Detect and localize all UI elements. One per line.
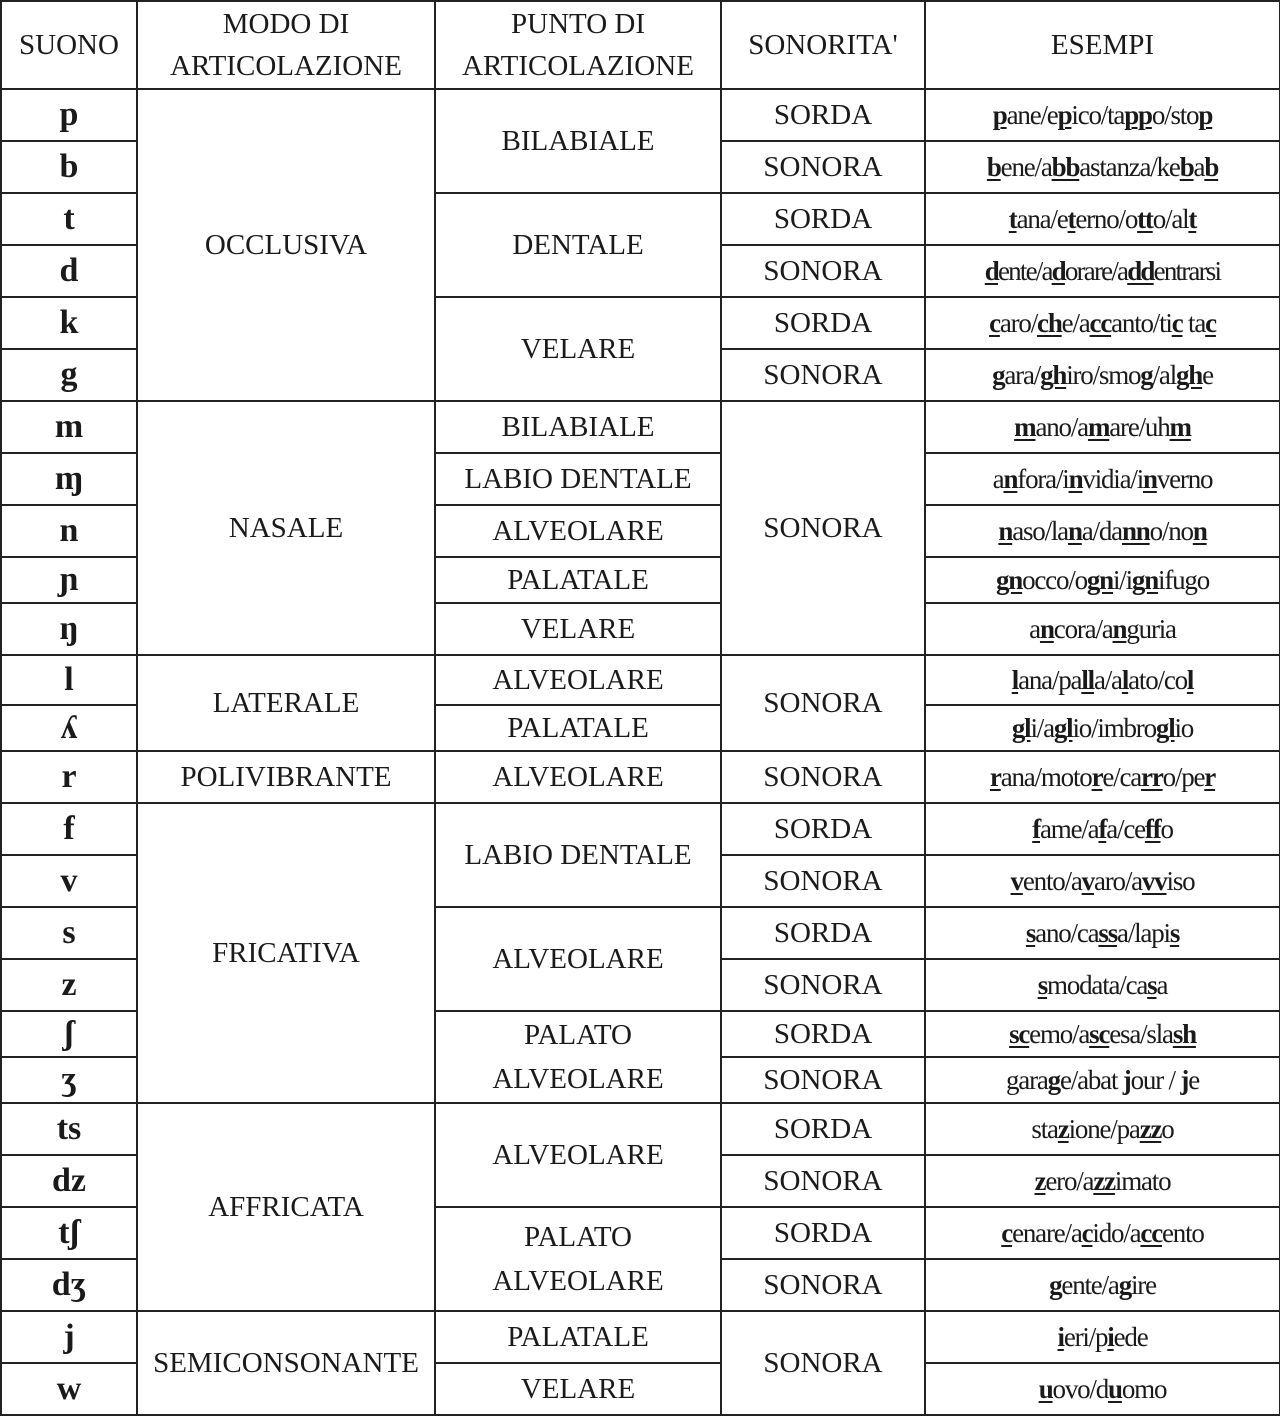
example-text: ido/a — [1092, 1217, 1141, 1248]
examples-cell — [925, 141, 1280, 193]
voicing-cell: SORDA — [721, 1011, 925, 1057]
example-text: ento — [1162, 1217, 1204, 1248]
highlighted-letters: s — [1037, 969, 1048, 1000]
example-text: ane/e — [1006, 99, 1058, 130]
examples-cell — [925, 1057, 1280, 1103]
example-text: e/a — [1061, 307, 1090, 338]
example-text: ano/ca — [1035, 917, 1099, 948]
voicing-cell: SORDA — [721, 907, 925, 959]
example-text: aro/a — [1093, 865, 1142, 896]
example-text: e — [1202, 359, 1213, 390]
example-text: cora/a — [1053, 613, 1113, 644]
highlighted-letters: nn — [1121, 515, 1150, 546]
voicing-cell: SORDA — [721, 1207, 925, 1259]
highlighted-letters: z — [1034, 1165, 1046, 1196]
highlighted-letters: b — [1204, 151, 1219, 182]
highlighted-letters: j — [1122, 1064, 1131, 1095]
place-cell: PALATO ALVEOLARE — [435, 1011, 721, 1103]
example-text: guria — [1126, 613, 1176, 644]
examples-cell — [925, 907, 1280, 959]
highlighted-letters: sc — [1089, 1018, 1110, 1049]
highlighted-letters: g — [992, 359, 1005, 390]
example-text: i/i — [1113, 564, 1132, 595]
voicing-cell: SONORA — [721, 141, 925, 193]
manner-cell: SEMICONSONANTE — [137, 1311, 435, 1415]
examples-cell — [925, 855, 1280, 907]
sound-cell: r — [1, 751, 137, 803]
example-text: emo/a — [1029, 1018, 1090, 1049]
example-text: ione/pa — [1068, 1113, 1140, 1144]
example-text: ento/a — [1022, 865, 1082, 896]
highlighted-letters: l — [1186, 664, 1194, 695]
place-cell: ALVEOLARE — [435, 505, 721, 557]
highlighted-letters: gh — [1176, 359, 1203, 390]
example-text: occo/o — [1022, 564, 1087, 595]
voicing-cell: SONORA — [721, 959, 925, 1011]
table-row — [1, 803, 1280, 855]
sound-cell: ɱ — [1, 453, 137, 505]
example-text: ta — [1182, 307, 1206, 338]
highlighted-letters: dd — [1127, 255, 1154, 286]
example-text: ana/moto — [1000, 761, 1092, 792]
examples-cell — [925, 1011, 1280, 1057]
voicing-cell: SONORA — [721, 349, 925, 401]
examples-cell — [925, 1155, 1280, 1207]
examples-cell — [925, 453, 1280, 505]
header-row — [1, 1, 1280, 89]
example-text: i/a — [1030, 712, 1054, 743]
example-text: verno — [1156, 463, 1213, 494]
highlighted-letters: g — [1140, 359, 1153, 390]
example-text: a — [1029, 613, 1040, 644]
example-text: vidia/i — [1082, 463, 1143, 494]
highlighted-letters: s — [1169, 917, 1180, 948]
table-row — [1, 89, 1280, 141]
example-text: io — [1174, 712, 1194, 743]
examples-cell — [925, 89, 1280, 141]
highlighted-letters: bb — [1051, 151, 1080, 182]
highlighted-letters: c — [1205, 307, 1216, 338]
voicing-cell: SORDA — [721, 89, 925, 141]
example-text: aso/la — [1012, 515, 1068, 546]
highlighted-letters: n — [1192, 515, 1207, 546]
highlighted-letters: n — [1039, 613, 1054, 644]
highlighted-letters: m — [1014, 411, 1036, 442]
example-text: ame/a — [1039, 813, 1099, 844]
place-cell: ALVEOLARE — [435, 1103, 721, 1207]
highlighted-letters: c — [1081, 1217, 1093, 1248]
examples-cell — [925, 803, 1280, 855]
table-row — [1, 1103, 1280, 1155]
manner-cell: NASALE — [137, 401, 435, 655]
sound-cell: v — [1, 855, 137, 907]
highlighted-letters: n — [1112, 613, 1127, 644]
highlighted-letters: rr — [1141, 761, 1163, 792]
voicing-cell: SONORA — [721, 1057, 925, 1103]
example-text: aro/ — [999, 307, 1038, 338]
highlighted-letters: f — [1098, 813, 1107, 844]
examples-cell — [925, 655, 1280, 705]
highlighted-letters: l — [1011, 664, 1019, 695]
highlighted-letters: b — [1179, 151, 1194, 182]
voicing-cell: SONORA — [721, 401, 925, 655]
highlighted-letters: sh — [1172, 1018, 1196, 1049]
place-cell: VELARE — [435, 297, 721, 401]
highlighted-letters: n — [1143, 463, 1157, 494]
header-manner: MODO DI ARTICOLAZIONE — [137, 1, 435, 89]
example-text: ovo/d — [1052, 1373, 1109, 1404]
sound-cell: tʃ — [1, 1207, 137, 1259]
examples-cell — [925, 1103, 1280, 1155]
example-text: e — [1188, 1064, 1199, 1095]
highlighted-letters: t — [1008, 203, 1017, 234]
sound-cell: j — [1, 1311, 137, 1363]
example-text: astanza/ke — [1079, 151, 1180, 182]
example-text: a/da — [1081, 515, 1122, 546]
sound-cell: t — [1, 193, 137, 245]
voicing-cell: SONORA — [721, 1311, 925, 1415]
sound-cell: ʎ — [1, 705, 137, 751]
highlighted-letters: n — [1068, 463, 1083, 494]
highlighted-letters: t — [1188, 203, 1197, 234]
example-text: a — [1193, 151, 1205, 182]
example-text: omo — [1121, 1373, 1167, 1404]
example-text: o/al — [1152, 203, 1189, 234]
sound-cell: s — [1, 907, 137, 959]
sound-cell: l — [1, 655, 137, 705]
highlighted-letters: gn — [1086, 564, 1113, 595]
highlighted-letters: t — [1067, 203, 1076, 234]
highlighted-letters: s — [1147, 969, 1157, 1000]
examples-cell — [925, 193, 1280, 245]
place-cell: LABIO DENTALE — [435, 803, 721, 907]
example-text: ana/pa — [1018, 664, 1082, 695]
header-place: PUNTO DI ARTICOLAZIONE — [435, 1, 721, 89]
place-cell: VELARE — [435, 603, 721, 655]
sound-cell: f — [1, 803, 137, 855]
example-text: ire — [1131, 1269, 1156, 1300]
highlighted-letters: n — [998, 515, 1013, 546]
highlighted-letters: i — [1107, 1321, 1114, 1352]
example-text: a — [1156, 969, 1168, 1000]
table-row — [1, 655, 1280, 705]
sound-cell: dz — [1, 1155, 137, 1207]
example-text: o/pe — [1162, 761, 1205, 792]
highlighted-letters: gn — [995, 564, 1023, 595]
example-text: o — [1160, 813, 1173, 844]
table-row — [1, 1311, 1280, 1363]
sound-cell: dʒ — [1, 1259, 137, 1311]
example-text: e/ca — [1102, 761, 1142, 792]
highlighted-letters: gh — [1040, 359, 1067, 390]
highlighted-letters: p — [1198, 99, 1213, 130]
highlighted-letters: zz — [1093, 1165, 1115, 1196]
highlighted-letters: g — [1118, 1269, 1131, 1300]
highlighted-letters: l — [1121, 664, 1129, 695]
example-text: ano/a — [1035, 411, 1088, 442]
examples-cell — [925, 1311, 1280, 1363]
highlighted-letters: gl — [1155, 712, 1175, 743]
highlighted-letters: gl — [1011, 712, 1031, 743]
examples-cell — [925, 1363, 1280, 1415]
example-text: o/no — [1149, 515, 1193, 546]
example-text: ana/e — [1016, 203, 1068, 234]
examples-cell — [925, 603, 1280, 655]
example-text: anto/ti — [1111, 307, 1172, 338]
highlighted-letters: cc — [1140, 1217, 1162, 1248]
example-text: enare/a — [1012, 1217, 1082, 1248]
table-row — [1, 751, 1280, 803]
highlighted-letters: g — [1049, 1269, 1062, 1300]
sound-cell: g — [1, 349, 137, 401]
voicing-cell: SONORA — [721, 751, 925, 803]
example-text: io/imbro — [1072, 712, 1156, 743]
highlighted-letters: ss — [1098, 917, 1118, 948]
voicing-cell: SONORA — [721, 245, 925, 297]
example-text: e/abat — [1059, 1064, 1123, 1095]
voicing-cell: SORDA — [721, 803, 925, 855]
sound-cell: k — [1, 297, 137, 349]
example-text: ente/a — [998, 255, 1052, 286]
example-text: ede — [1113, 1321, 1148, 1352]
manner-cell: OCCLUSIVA — [137, 89, 435, 401]
sound-cell: b — [1, 141, 137, 193]
highlighted-letters: gn — [1131, 564, 1159, 595]
examples-cell — [925, 557, 1280, 603]
examples-cell — [925, 1259, 1280, 1311]
example-text: iro/smo — [1066, 359, 1141, 390]
example-text: ifugo — [1158, 564, 1210, 595]
sound-cell: z — [1, 959, 137, 1011]
place-cell: PALATALE — [435, 705, 721, 751]
highlighted-letters: i — [1057, 1321, 1064, 1352]
place-cell: ALVEOLARE — [435, 751, 721, 803]
highlighted-letters: v — [1010, 865, 1023, 896]
place-cell: PALATALE — [435, 557, 721, 603]
example-text: a/a — [1093, 664, 1122, 695]
highlighted-letters: p — [992, 99, 1007, 130]
place-cell: ALVEOLARE — [435, 907, 721, 1011]
place-cell: PALATO ALVEOLARE — [435, 1207, 721, 1311]
examples-cell — [925, 705, 1280, 751]
voicing-cell: SONORA — [721, 1155, 925, 1207]
example-text: o/sto — [1151, 99, 1199, 130]
highlighted-letters: ff — [1144, 813, 1161, 844]
highlighted-letters: r — [1091, 761, 1103, 792]
example-text: a/lapi — [1117, 917, 1170, 948]
sound-cell: n — [1, 505, 137, 557]
highlighted-letters: ll — [1081, 664, 1094, 695]
example-text: imato — [1114, 1165, 1171, 1196]
example-text: entrarsi — [1153, 255, 1221, 286]
highlighted-letters: d — [1051, 255, 1065, 286]
voicing-cell: SORDA — [721, 193, 925, 245]
example-text: ara/ — [1004, 359, 1041, 390]
example-text: ente/a — [1061, 1269, 1119, 1300]
highlighted-letters: s — [1025, 917, 1036, 948]
highlighted-letters: sc — [1009, 1018, 1030, 1049]
manner-cell: AFFRICATA — [137, 1103, 435, 1311]
highlighted-letters: v — [1081, 865, 1094, 896]
example-text: ico/ta — [1071, 99, 1125, 130]
example-text: fora/i — [1017, 463, 1069, 494]
example-text: are/uh — [1109, 411, 1170, 442]
sound-cell: w — [1, 1363, 137, 1415]
highlighted-letters: j — [1180, 1064, 1189, 1095]
header-examples: ESEMPI — [925, 1, 1280, 89]
highlighted-letters: r — [989, 761, 1001, 792]
highlighted-letters: c — [989, 307, 1000, 338]
highlighted-letters: vv — [1141, 865, 1167, 896]
example-text: o — [1161, 1113, 1174, 1144]
highlighted-letters: m — [1169, 411, 1191, 442]
example-text: gara — [1006, 1064, 1048, 1095]
highlighted-letters: c — [1171, 307, 1183, 338]
header-sound: SUONO — [1, 1, 137, 89]
examples-cell — [925, 349, 1280, 401]
highlighted-letters: d — [984, 255, 998, 286]
manner-cell: FRICATIVA — [137, 803, 435, 1103]
example-text: a/ce — [1106, 813, 1145, 844]
example-text: sta — [1031, 1113, 1058, 1144]
example-text: ene/a — [1000, 151, 1052, 182]
highlighted-letters: ch — [1037, 307, 1062, 338]
example-text: eri/p — [1063, 1321, 1108, 1352]
examples-cell — [925, 751, 1280, 803]
highlighted-letters: n — [1067, 515, 1082, 546]
header-voicing: SONORITA' — [721, 1, 925, 89]
voicing-cell: SONORA — [721, 1259, 925, 1311]
table-row — [1, 401, 1280, 453]
place-cell: BILABIALE — [435, 401, 721, 453]
highlighted-letters: p — [1057, 99, 1072, 130]
highlighted-letters: cc — [1089, 307, 1112, 338]
highlighted-letters: m — [1087, 411, 1110, 442]
manner-cell: LATERALE — [137, 655, 435, 751]
examples-cell — [925, 959, 1280, 1011]
sound-cell: ʒ — [1, 1057, 137, 1103]
example-text: iso — [1166, 865, 1195, 896]
place-cell: PALATALE — [435, 1311, 721, 1363]
voicing-cell: SORDA — [721, 297, 925, 349]
highlighted-letters: u — [1038, 1373, 1053, 1404]
examples-cell — [925, 505, 1280, 557]
highlighted-letters: z — [1057, 1113, 1069, 1144]
sound-cell: ʃ — [1, 1011, 137, 1057]
example-text: /al — [1152, 359, 1176, 390]
place-cell: ALVEOLARE — [435, 655, 721, 705]
highlighted-letters: u — [1108, 1373, 1122, 1404]
highlighted-letters: c — [1001, 1217, 1013, 1248]
examples-cell — [925, 401, 1280, 453]
highlighted-letters: g — [1047, 1064, 1060, 1095]
examples-cell — [925, 297, 1280, 349]
sound-cell: p — [1, 89, 137, 141]
highlighted-letters: pp — [1124, 99, 1152, 130]
example-text: ero/a — [1045, 1165, 1094, 1196]
highlighted-letters: f — [1032, 813, 1040, 844]
highlighted-letters: tt — [1137, 203, 1153, 234]
voicing-cell: SONORA — [721, 855, 925, 907]
sound-cell: ŋ — [1, 603, 137, 655]
sound-cell: d — [1, 245, 137, 297]
highlighted-letters: n — [1003, 463, 1018, 494]
place-cell: VELARE — [435, 1363, 721, 1415]
example-text: esa/sla — [1109, 1018, 1173, 1049]
examples-cell — [925, 1207, 1280, 1259]
voicing-cell: SORDA — [721, 1103, 925, 1155]
example-text: orare/a — [1064, 255, 1128, 286]
sound-cell: ts — [1, 1103, 137, 1155]
highlighted-letters: b — [986, 151, 1001, 182]
highlighted-letters: gl — [1053, 712, 1073, 743]
sound-cell: ɲ — [1, 557, 137, 603]
example-text: erno/o — [1075, 203, 1138, 234]
examples-cell — [925, 245, 1280, 297]
voicing-cell: SONORA — [721, 655, 925, 751]
sound-cell: m — [1, 401, 137, 453]
highlighted-letters: r — [1204, 761, 1216, 792]
example-text: our / — [1130, 1064, 1181, 1095]
example-text: a — [992, 463, 1004, 494]
example-text: modata/ca — [1047, 969, 1148, 1000]
place-cell: DENTALE — [435, 193, 721, 297]
example-text: ato/co — [1128, 664, 1187, 695]
highlighted-letters: zz — [1139, 1113, 1162, 1144]
manner-cell: POLIVIBRANTE — [137, 751, 435, 803]
place-cell: BILABIALE — [435, 89, 721, 193]
place-cell: LABIO DENTALE — [435, 453, 721, 505]
